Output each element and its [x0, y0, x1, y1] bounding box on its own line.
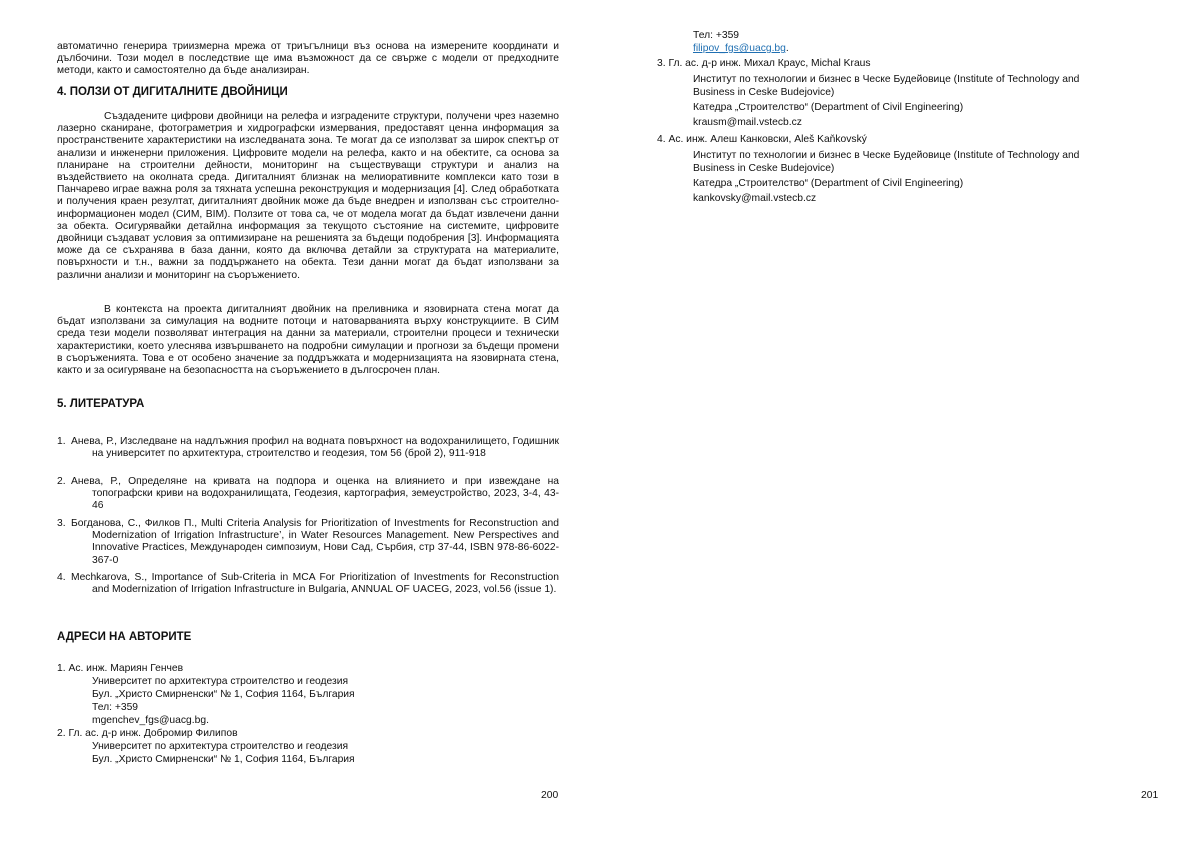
page-number-right: 201 [1141, 790, 1159, 801]
reference-number: 3. [57, 518, 66, 529]
author-1-organization: Университет по архитектура строителство и геодезия [92, 676, 349, 687]
reference-1 [57, 436, 559, 460]
page-number-left: 200 [541, 790, 559, 801]
author-4-name: 4. Ас. инж. Алеш Канковски, Aleš Kaňkovský [657, 134, 867, 145]
section-5-heading: 5. ЛИТЕРАТУРА [57, 398, 145, 410]
section-4-paragraph-1: Създадените цифрови двойници на релефа и изградените структури, получени чрез наземно лазерно сканиране, фотограметрия и хидрографски измервания, предоставят ценна информация за пространствените характеристики на изследваната зона. Те могат да се използват за широк спектър от анализи и инженерни приложения. Цифровите модели на релефа, както и на обектите, са основа за планиране на строителни дейности, мониторинг на съществуващи структури и анализ на въздействието на околната среда. Дигиталният близнак на мелиоративните комплекси като този в Панчарево играе важна роля за тяхната успешна реконструкция и модернизация [4]. След обработката и получения краен резултат, дигиталният двойник може да бъде внедрен и използван със строително-информационен модел (СИМ, BIM). Ползите от това са, че от модела могат да бъдат извлечени данни за обекта. Осигурявайки детайлна информация за текущото състояние на системите, цифровите двойници създават условия за оптимизиране на решенията за бъдещи подобрения [3]. Информацията може да се съхранява в база данни, която да включва детайли за структурата на материалите, повърхности и т.н., важни за поддържането на обекта. Тези данни могат да бъдат използвани за различни анализи и мониторинг на съоръжението. [57, 111, 559, 281]
author-3-institute-line-1: Институт по технологии и бизнес в Ческе Будейовице (Institute of Technology and [693, 74, 1080, 85]
reference-text: Богданова, С., Филков П., Multi Criteria Analysis for Prioritization of Investments for Reconstruction and Modernization of Irrigation Infrastructure’, in Water Resources Management. New Perspectives and Innovative Practices, Международен симпозиум, Нови Сад, Сърбия, стр 37-44, ISBN 978-86-6022-367-0 [71, 518, 559, 566]
author-2-phone: Тел: +359 [693, 30, 740, 41]
author-4-institute-line-1: Институт по технологии и бизнес в Ческе Будейовице (Institute of Technology and [693, 150, 1080, 161]
reference-text: Анева, Р., Определяне на кривата на подпора и оценка на влиянието и при извеждане на топографски криви на водохранилищата, Геодезия, картография, земеустройство, 2023, 3-4, 43-46 [71, 476, 559, 512]
reference-text: Анева, Р., Изследване на надлъжния профил на водната повърхност на водохранилището, Годишник на университет по архитектура, строителство и геодезия, том 56 (брой 2), 911-918 [71, 436, 559, 460]
author-2-email-suffix: . [785, 43, 789, 54]
right-page [600, 0, 1200, 849]
reference-3 [57, 518, 559, 567]
author-4-institute-line-2: Business in Ceske Budejovice) [693, 163, 835, 174]
section-4-heading: 4. ПОЛЗИ ОТ ДИГИТАЛНИТЕ ДВОЙНИЦИ [57, 86, 288, 98]
reference-number: 1. [57, 436, 66, 447]
reference-number: 2. [57, 476, 66, 487]
authors-heading: АДРЕСИ НА АВТОРИТЕ [57, 631, 192, 643]
reference-text: Mechkarova, S., Importance of Sub-Criteria in MCA For Prioritization of Investments for Reconstruction and Modernization of Irrigation Infrastructure in Bulgaria, ANNUAL OF UACEG, 2023, vol.56 (issue 1). [71, 572, 559, 596]
author-1-email: mgenchev_fgs@uacg.bg. [92, 715, 209, 726]
author-4-email: kankovsky@mail.vstecb.cz [693, 193, 817, 204]
author-2-address: Бул. „Христо Смирненски“ № 1, София 1164, България [92, 754, 355, 765]
reference-number: 4. [57, 572, 66, 583]
author-2-email-link[interactable]: filipov_fgs@uacg.bg [693, 43, 786, 54]
reference-2 [57, 476, 559, 513]
author-4-department: Катедра „Строителство“ (Department of Civil Engineering) [693, 178, 964, 189]
author-2-email-line [693, 43, 789, 55]
reference-4 [57, 572, 559, 596]
author-2-organization: Университет по архитектура строителство и геодезия [92, 741, 349, 752]
intro-paragraph: автоматично генерира триизмерна мрежа от триъгълници въз основа на измерените координати и дълбочини. Този модел в последствие ще има възможност да се свърже с модели от предходните методи, както и самостоятелно да бъде анализиран. [57, 41, 559, 77]
author-2-name: 2. Гл. ас. д-р инж. Добромир Филипов [57, 728, 238, 739]
section-4-paragraph-2: В контекста на проекта дигиталният двойник на преливника и язовирната стена могат да бъдат използвани за симулация на водните потоци и натоварванията върху конструкциите. В СИМ среда тези модели позволяват интеграция на данни за материали, строителни процеси и технически характеристики, което улеснява извършването на подробни симулации и прогнози за бъдещи промени в съоръженията. Това е от особено значение за поддръжката и модернизацията на язовирната стена, както и за осигуряване на безопасността на съоръжението в дългосрочен план. [57, 304, 559, 377]
author-1-name: 1. Ас. инж. Мариян Генчев [57, 663, 184, 674]
author-3-email: krausm@mail.vstecb.cz [693, 117, 802, 128]
author-3-institute-line-2: Business in Ceske Budejovice) [693, 87, 835, 98]
author-3-name: 3. Гл. ас. д-р инж. Михал Краус, Michal Kraus [657, 58, 871, 69]
author-1-address: Бул. „Христо Смирненски“ № 1, София 1164, България [92, 689, 355, 700]
author-1-phone: Тел: +359 [92, 702, 139, 713]
author-3-department: Катедра „Строителство“ (Department of Civil Engineering) [693, 102, 964, 113]
